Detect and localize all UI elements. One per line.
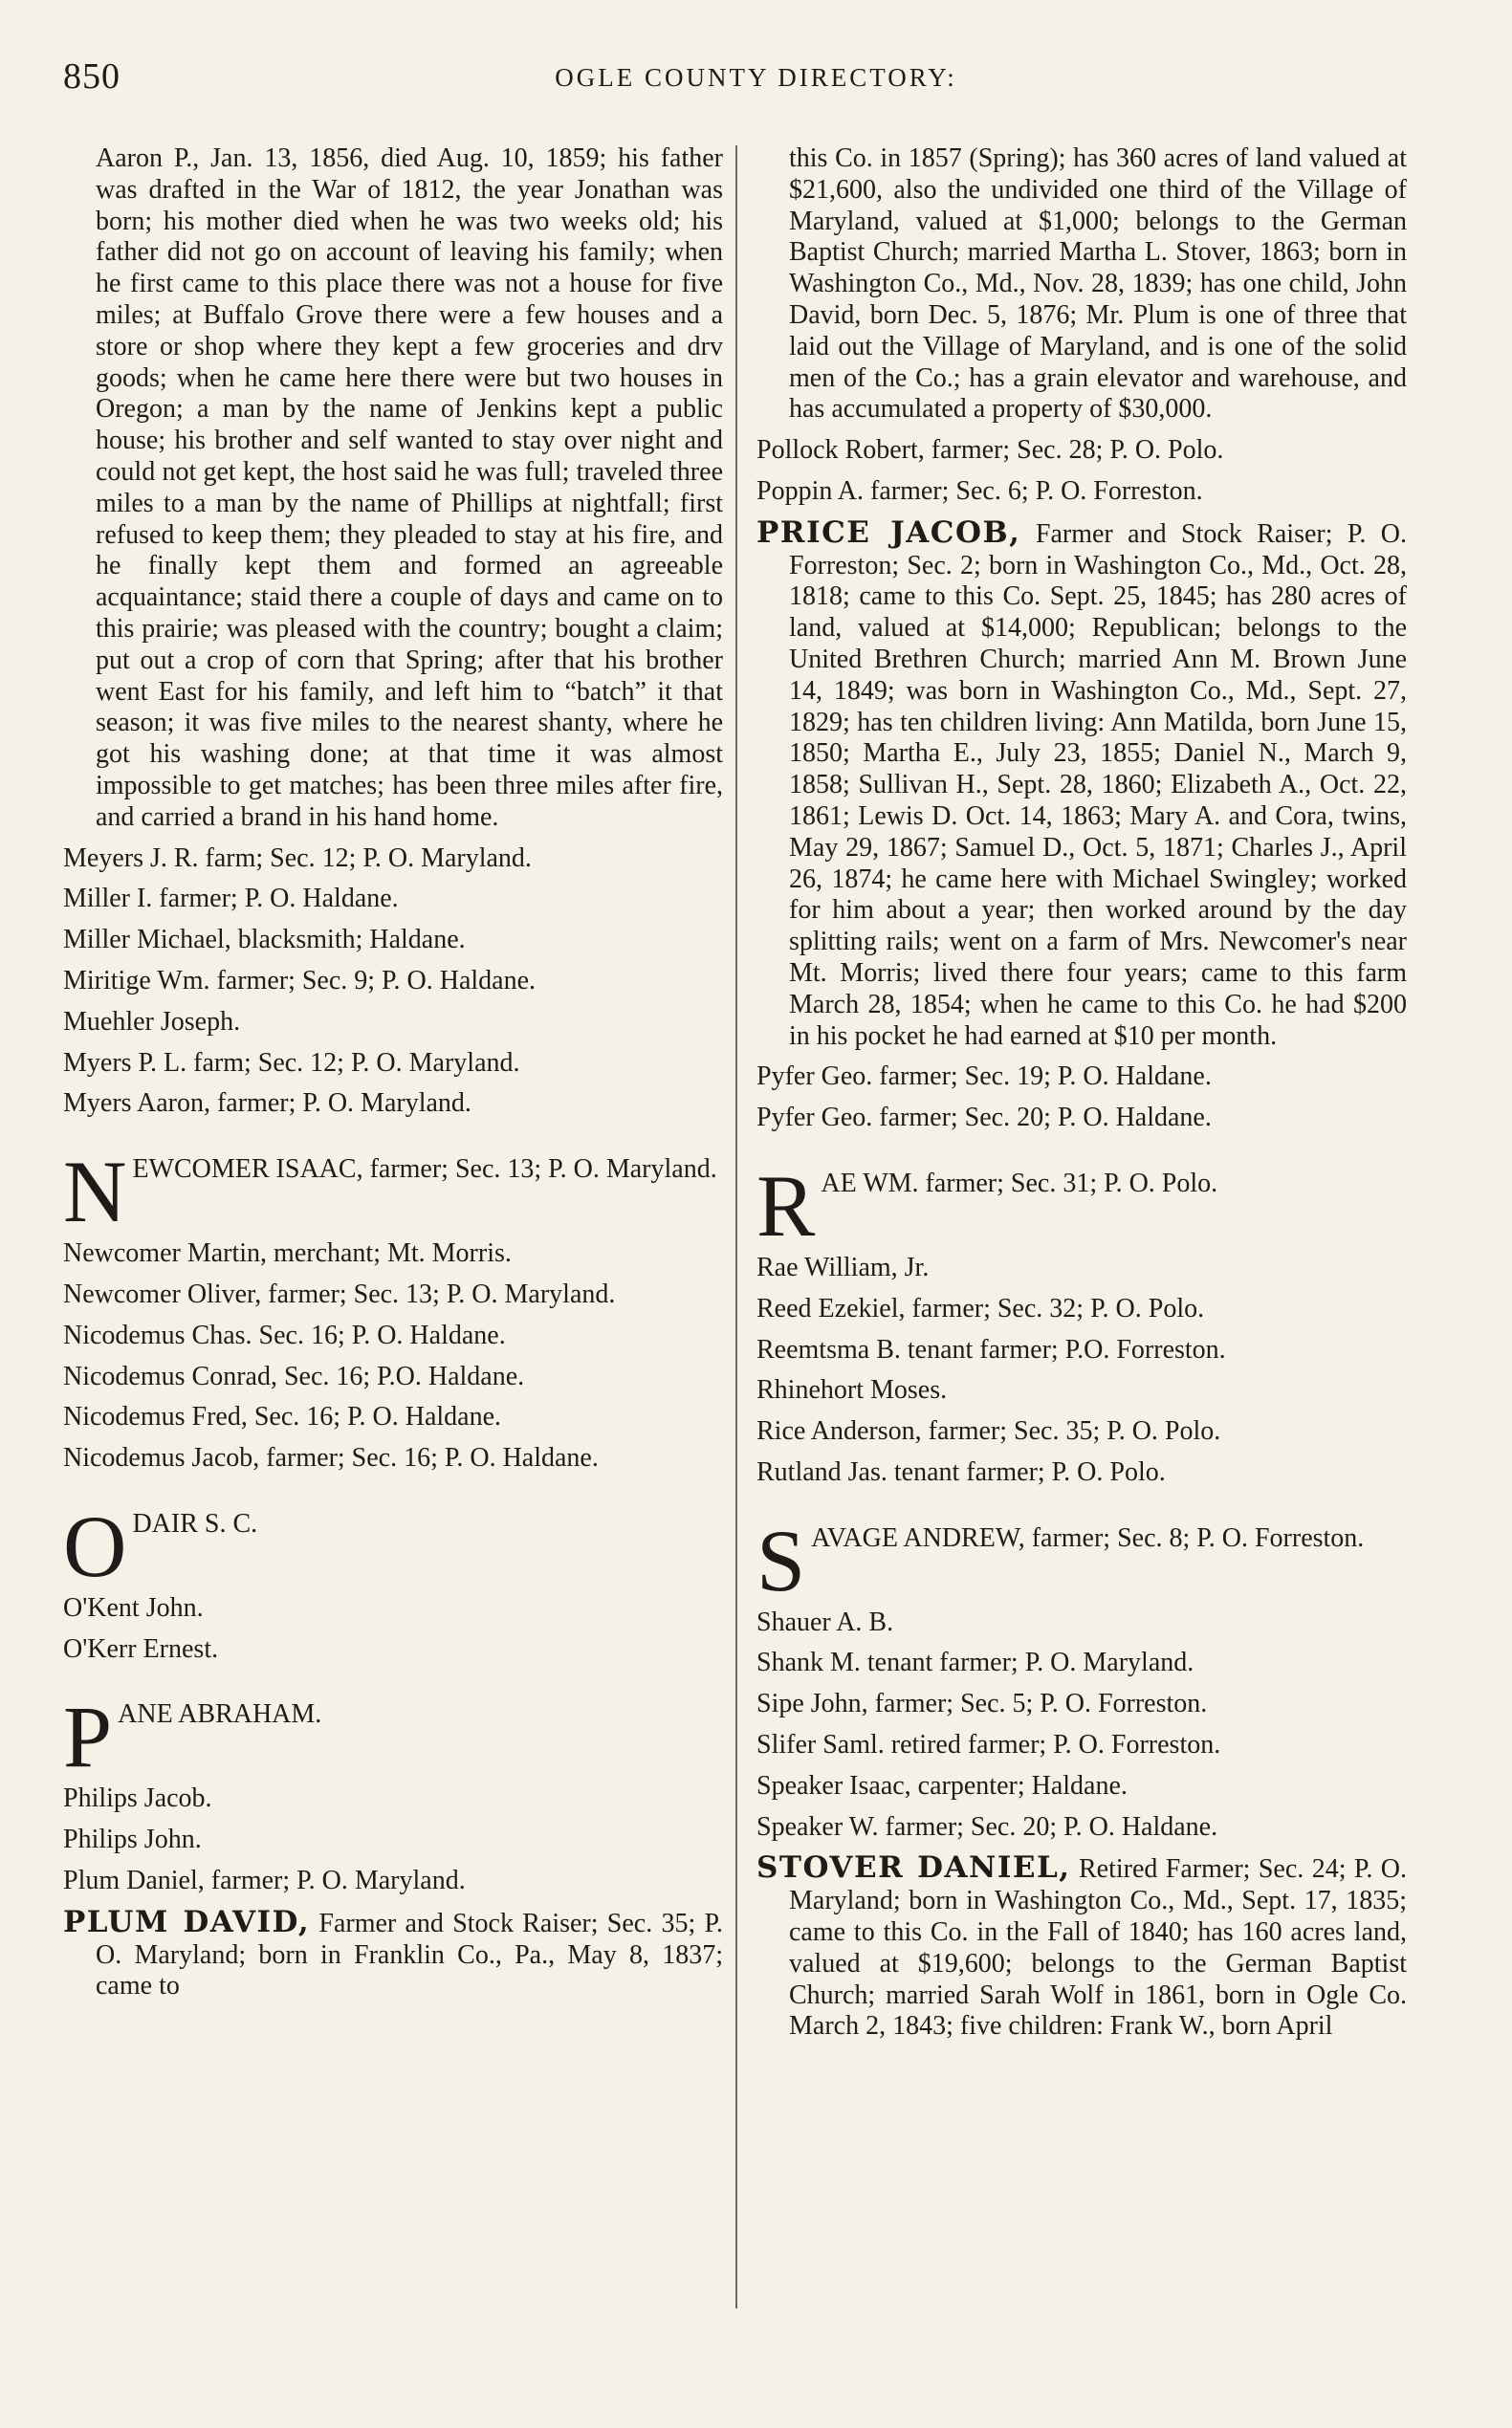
directory-entry: Rutland Jas. tenant farmer; P. O. Polo. xyxy=(756,1456,1166,1487)
biography-name: STOVER DANIEL, xyxy=(756,1850,1071,1886)
biography-entry xyxy=(756,514,1408,1053)
right-column xyxy=(756,143,1407,2052)
drop-cap: S xyxy=(756,1511,806,1609)
section-n xyxy=(63,1143,723,1241)
section-first-entry: ANE ABRAHAM. xyxy=(118,1699,322,1730)
directory-entry: Newcomer Oliver, farmer; Sec. 13; P. O. Maryland. xyxy=(63,1279,616,1309)
directory-entry: Miller I. farmer; P. O. Haldane. xyxy=(63,884,399,914)
directory-entry: O'Kerr Ernest. xyxy=(63,1633,219,1664)
section-r xyxy=(756,1156,1407,1255)
directory-entry: Slifer Saml. retired farmer; P. O. Forreston. xyxy=(756,1730,1221,1761)
directory-entry: Meyers J. R. farm; Sec. 12; P. O. Maryland. xyxy=(63,842,532,873)
page-number: 850 xyxy=(63,56,121,97)
directory-entry: Shauer A. B. xyxy=(756,1607,894,1637)
section-p xyxy=(63,1688,723,1786)
directory-entry: Miller Michael, blacksmith; Haldane. xyxy=(63,925,466,955)
directory-entry: Pyfer Geo. farmer; Sec. 19; P. O. Haldane. xyxy=(756,1061,1212,1092)
directory-entry: Speaker Isaac, carpenter; Haldane. xyxy=(756,1770,1128,1801)
biography-entry xyxy=(756,1852,1407,2043)
directory-entry: Shank M. tenant farmer; P. O. Maryland. xyxy=(756,1648,1194,1678)
directory-entry: Myers Aaron, farmer; P. O. Maryland. xyxy=(63,1088,471,1119)
biography-name: PLUM DAVID, xyxy=(63,1904,311,1939)
section-first-entry: EWCOMER ISAAC, farmer; Sec. 13; P. O. Maryland. xyxy=(132,1154,717,1185)
left-column xyxy=(63,143,723,2012)
directory-entry: Poppin A. farmer; Sec. 6; P. O. Forreston. xyxy=(756,475,1203,506)
continued-entry: this Co. in 1857 (Spring); has 360 acres of land valued at $21,600, also the undivided one third of the Village of Maryland, valued at $1,000; belongs to the German Baptist Church; married Martha L. Stover, 1863; born in Washington Co., Md., Nov. 28, 1839; has one child, John David, born Dec. 5, 1876; Mr. Plum is one of three that laid out the Village of Maryland, and is one of the solid men of the Co.; has a grain elevator and warehouse, and has accumulated a property of $30,000. xyxy=(789,143,1407,425)
directory-entry: Philips John. xyxy=(63,1825,202,1855)
directory-entry: Nicodemus Conrad, Sec. 16; P.O. Haldane. xyxy=(63,1361,525,1391)
section-s xyxy=(756,1511,1407,1609)
directory-entry: Newcomer Martin, merchant; Mt. Morris. xyxy=(63,1238,512,1269)
biography-text: Farmer and Stock Raiser; P. O. Forreston; Sec. 2; born in Washington Co., Md., Oct. 28, 1818; came to this Co. Sept. 25, 1845; has 280 acres of land, valued at $14,000; Republican; belongs to the United Brethren Church; married Ann M. Brown June 14, 1849; was born in Washington Co., Md., Sept. 27, 1829; has ten children living: Ann Matilda, born June 15, 1850; Martha E., July 23, 1855; Daniel N., March 9, 1858; Sullivan H., Sept. 28, 1860; Elizabeth A., Oct. 22, 1861; Lewis D. Oct. 14, 1863; Mary A. and Cora, twins, May 29, 1867; Samuel D., Oct. 5, 1871; Charles J., April 26, 1874; he came here with Michael Swingley; worked for him about a year; then worked around by the day splitting rails; went on a farm of Mrs. Newcomer's near Mt. Morris; lived there four years; came to this farm March 28, 1854; when he came to this Co. he had $200 in his pocket he had earned at $10 per month. xyxy=(789,518,1408,1051)
biography-text: Retired Farmer; Sec. 24; P. O. Maryland; born in Washington Co., Md., Sept. 17, 1835; came to this Co. in the Fall of 1840; has 160 acres land, valued at $19,600; belongs to the German Baptist Church; married Sarah Wolf in 1861, born in Ogle Co. March 2, 1843; five children: Frank W., born April xyxy=(789,1854,1407,2042)
directory-entry: O'Kent John. xyxy=(63,1592,204,1623)
section-o xyxy=(63,1497,723,1595)
directory-entry: Rhinehort Moses. xyxy=(756,1375,948,1406)
directory-entry: Nicodemus Jacob, farmer; Sec. 16; P. O. Haldane. xyxy=(63,1443,599,1474)
directory-entry: Muehler Joseph. xyxy=(63,1006,241,1037)
directory-entry: Myers P. L. farm; Sec. 12; P. O. Maryland. xyxy=(63,1047,520,1078)
section-first-entry: AVAGE ANDREW, farmer; Sec. 8; P. O. Forreston. xyxy=(811,1522,1365,1553)
biography-entry xyxy=(63,1904,723,2002)
section-first-entry: DAIR S. C. xyxy=(132,1508,258,1539)
directory-entry: Rice Anderson, farmer; Sec. 35; P. O. Polo. xyxy=(756,1416,1221,1447)
directory-entry: Pollock Robert, farmer; Sec. 28; P. O. Polo. xyxy=(756,435,1224,466)
directory-entry: Nicodemus Fred, Sec. 16; P. O. Haldane. xyxy=(63,1402,502,1433)
directory-entry: Philips Jacob. xyxy=(63,1783,212,1814)
directory-entry: Rae William, Jr. xyxy=(756,1252,930,1282)
directory-entry: Speaker W. farmer; Sec. 20; P. O. Haldane. xyxy=(756,1811,1218,1842)
directory-entry: Pyfer Geo. farmer; Sec. 20; P. O. Haldane. xyxy=(756,1103,1212,1133)
running-title: OGLE COUNTY DIRECTORY: xyxy=(555,63,957,92)
directory-entry: Plum Daniel, farmer; P. O. Maryland. xyxy=(63,1866,466,1896)
column-divider xyxy=(735,145,737,2308)
biography-name: PRICE JACOB, xyxy=(756,514,1021,550)
biography-text: Farmer and Stock Raiser; Sec. 35; P. O. Maryland; born in Franklin Co., Pa., May 8, 1837; came to xyxy=(96,1908,723,2001)
drop-cap: N xyxy=(63,1143,127,1241)
directory-entry: Nicodemus Chas. Sec. 16; P. O. Haldane. xyxy=(63,1320,506,1350)
directory-entry: Sipe John, farmer; Sec. 5; P. O. Forreston. xyxy=(756,1689,1208,1719)
drop-cap: O xyxy=(63,1497,127,1595)
drop-cap: R xyxy=(756,1156,816,1255)
section-first-entry: AE WM. farmer; Sec. 31; P. O. Polo. xyxy=(821,1168,1218,1198)
directory-entry: Reemtsma B. tenant farmer; P.O. Forreston. xyxy=(756,1334,1226,1365)
directory-entry: Reed Ezekiel, farmer; Sec. 32; P. O. Polo. xyxy=(756,1293,1205,1323)
drop-cap: P xyxy=(63,1688,113,1786)
directory-entry: Miritige Wm. farmer; Sec. 9; P. O. Haldane. xyxy=(63,965,537,995)
continued-entry: Aaron P., Jan. 13, 1856, died Aug. 10, 1859; his father was drafted in the War of 1812, the year Jonathan was born; his mother died when he was two weeks old; his father did not go on account of leaving his family; when he first came to this place there was not a house for five miles; at Buffalo Grove there were a few houses and a store or shop where they kept a few groceries and drv goods; when he came here there were but two houses in Oregon; a man by the name of Jenkins kept a public house; his brother and self wanted to stay over night and could not get kept, the host said he was full; traveled three miles to a man by the name of Phillips at nightfall; first refused to keep them; they pleaded to stay at his fire, and he finally kept them and formed an agreeable acquaintance; staid there a couple of days and came on to this prairie; was pleased with the country; bought a claim; put out a crop of corn that Spring; after that his brother went East for his family, and left him to “batch” it that season; it was five miles to the nearest shanty, where he got his washing done; at that time it was almost impossible to get matches; has been three miles after fire, and carried a brand in his hand home. xyxy=(96,143,723,832)
